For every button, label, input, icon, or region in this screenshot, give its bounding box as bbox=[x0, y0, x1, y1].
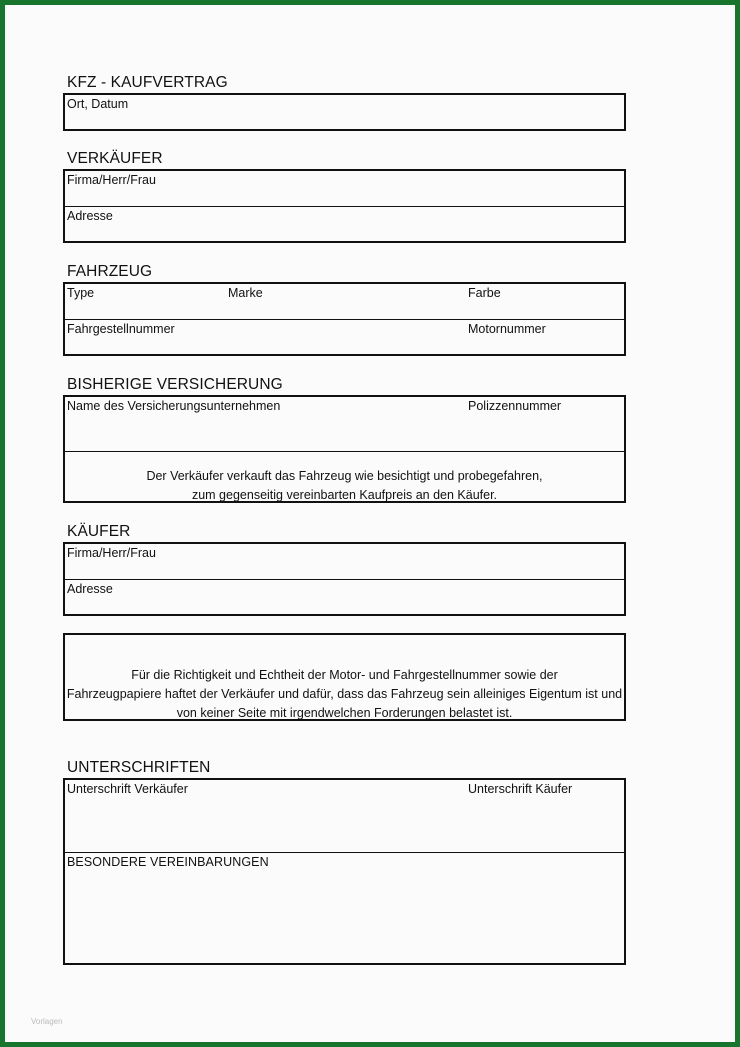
vehicle-brand-label: Marke bbox=[228, 286, 263, 300]
seller-heading: VERKÄUFER bbox=[67, 150, 163, 167]
divider bbox=[65, 579, 624, 580]
vehicle-box bbox=[63, 282, 626, 356]
sale-statement-line-2: zum gegenseitig vereinbarten Kaufpreis an den Käufer. bbox=[191, 488, 498, 502]
seller-address-label: Adresse bbox=[67, 209, 113, 223]
insurance-box bbox=[63, 395, 626, 503]
insurance-policy-label: Polizzennummer bbox=[468, 399, 562, 413]
vehicle-color-label: Farbe bbox=[468, 286, 501, 300]
seller-box bbox=[63, 169, 626, 243]
signatures-box bbox=[63, 778, 626, 965]
warranty-line-3: von keiner Seite mit irgendwelchen Forderungen belastet ist. bbox=[176, 706, 513, 720]
divider bbox=[65, 319, 624, 320]
divider bbox=[65, 852, 624, 853]
insurance-heading: BISHERIGE VERSICHERUNG bbox=[67, 376, 283, 393]
divider bbox=[65, 206, 624, 207]
buyer-name-label: Firma/Herr/Frau bbox=[67, 546, 156, 560]
place-date-label: Ort, Datum bbox=[67, 97, 129, 111]
sale-statement-line-1: Der Verkäufer verkauft das Fahrzeug wie besichtigt und probegefahren, bbox=[146, 469, 543, 483]
vehicle-type-label: Type bbox=[67, 286, 95, 300]
sale-statement bbox=[65, 467, 624, 505]
warranty-box bbox=[63, 633, 626, 721]
divider bbox=[65, 451, 624, 452]
warranty-line-1: Für die Richtigkeit und Echtheit der Motor- und Fahrgestellnummer sowie der bbox=[131, 668, 558, 682]
special-agreements-heading: BESONDERE VEREINBARUNGEN bbox=[67, 855, 269, 869]
contract-title: KFZ - KAUFVERTRAG bbox=[67, 74, 228, 91]
vehicle-engine-label: Motornummer bbox=[468, 322, 546, 336]
seller-name-label: Firma/Herr/Frau bbox=[67, 173, 156, 187]
warranty-statement bbox=[65, 666, 624, 723]
insurance-company-label: Name des Versicherungsunternehmen bbox=[67, 399, 281, 413]
warranty-line-2: Fahrzeugpapiere haftet der Verkäufer und dafür, dass das Fahrzeug sein alleiniges Eigentum ist und bbox=[66, 687, 623, 701]
vehicle-heading: FAHRZEUG bbox=[67, 263, 153, 280]
signatures-heading: UNTERSCHRIFTEN bbox=[67, 759, 211, 776]
buyer-address-label: Adresse bbox=[67, 582, 113, 596]
seller-signature-label: Unterschrift Verkäufer bbox=[67, 782, 188, 796]
buyer-heading: KÄUFER bbox=[67, 523, 131, 540]
place-date-field[interactable] bbox=[63, 93, 626, 131]
buyer-signature-label: Unterschrift Käufer bbox=[468, 782, 573, 796]
watermark: Vorlagen bbox=[31, 1017, 63, 1026]
vehicle-chassis-label: Fahrgestellnummer bbox=[67, 322, 175, 336]
buyer-box bbox=[63, 542, 626, 616]
